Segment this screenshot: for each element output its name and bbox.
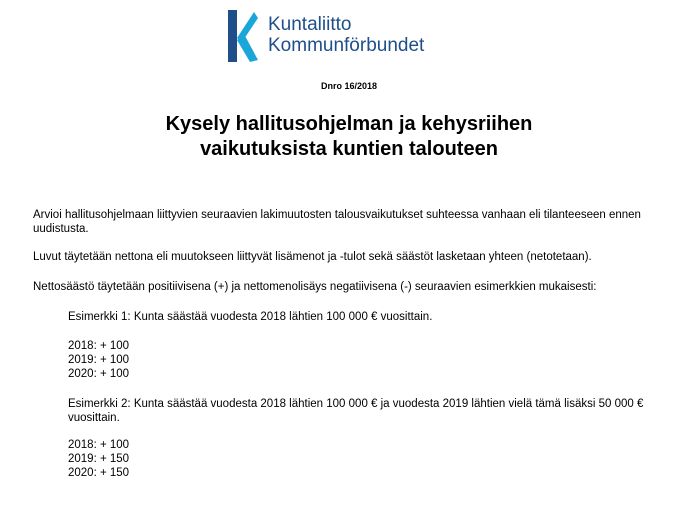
example-1-value-2018: 2018: + 100 [68, 340, 130, 352]
instruction-paragraph-1: Arvioi hallitusohjelmaan liittyvien seuraavien lakimuutosten talousvaikutukset suhteessa vanhaan eli tilanteeseen ennen uudistusta. [33, 209, 641, 235]
instruction-paragraph-2: Luvut täytetään nettona eli muutokseen liittyvät lisämenot ja -tulot sekä säästöt lasketaan yhteen (netotetaan). [33, 251, 592, 263]
example-2-title: Esimerkki 2: Kunta säästää vuodesta 2018 lähtien 100 000 € ja vuodesta 2019 lähtien vielä tämä lisäksi 50 000 € vuosittain. [68, 398, 644, 424]
kuntaliitto-logo [224, 8, 464, 64]
document-title [0, 112, 698, 162]
example-2-value-2018: 2018: + 100 [68, 439, 130, 451]
example-1-value-2019: 2019: + 100 [68, 354, 130, 366]
logo-text-line2: Kommunförbundet [268, 35, 425, 56]
example-1-title: Esimerkki 1: Kunta säästää vuodesta 2018 lähtien 100 000 € vuosittain. [68, 311, 433, 323]
title-line-1: Kysely hallitusohjelman ja kehysriihen [165, 113, 533, 135]
instruction-paragraph-3: Nettosäästö täytetään positiivisena (+) ja nettomenolisäys negatiivisena (-) seuraavien esimerkkien mukaisesti: [33, 281, 597, 293]
example-2-values [68, 438, 678, 480]
logo-wordmark [268, 14, 424, 56]
example-2-value-2019: 2019: + 150 [68, 453, 130, 465]
title-line-2: vaikutuksista kuntien talouteen [200, 138, 498, 160]
example-2-value-2020: 2020: + 150 [68, 467, 130, 479]
document-number: Dnro 16/2018 [320, 81, 378, 91]
kuntaliitto-logo-icon [224, 8, 258, 64]
example-1-value-2020: 2020: + 100 [68, 368, 130, 380]
example-1-values [68, 339, 678, 381]
logo-text-line1: Kuntaliitto [268, 14, 352, 35]
